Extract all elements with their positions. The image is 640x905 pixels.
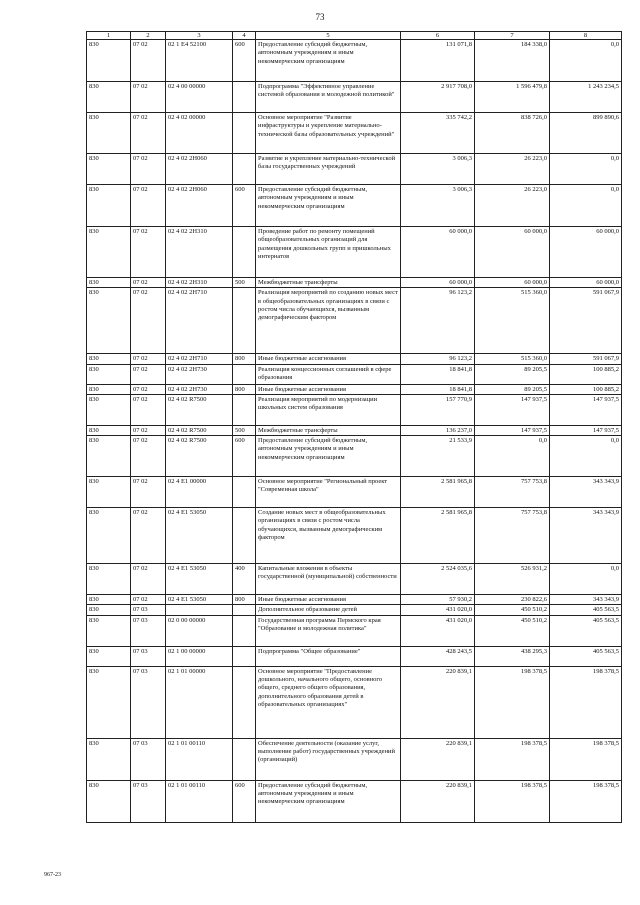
cell-amount-year-2: 26 223,0 <box>475 185 550 227</box>
cell-amount-year-1: 60 000,0 <box>401 227 475 278</box>
cell-expense-type-code: 500 <box>233 278 256 288</box>
table-row <box>87 384 622 394</box>
cell-chapter-code: 830 <box>87 605 131 615</box>
cell-chapter-code: 830 <box>87 615 131 646</box>
cell-amount-year-3: 100 885,2 <box>550 384 622 394</box>
cell-amount-year-2: 515 360,0 <box>475 354 550 364</box>
cell-target-article-code <box>166 605 233 615</box>
cell-expense-type-code <box>233 738 256 780</box>
cell-description: Создание новых мест в общеобразовательных организациях в связи с ростом числа обучающихся, вызванным демографическим фактором <box>256 508 401 564</box>
cell-expense-type-code: 500 <box>233 425 256 435</box>
table-row <box>87 425 622 435</box>
cell-chapter-code: 830 <box>87 384 131 394</box>
cell-amount-year-1: 220 839,1 <box>401 738 475 780</box>
cell-section-code: 07 02 <box>131 185 166 227</box>
cell-expense-type-code <box>233 666 256 738</box>
cell-expense-type-code: 600 <box>233 40 256 82</box>
column-header-1: 1 <box>87 32 131 40</box>
cell-chapter-code: 830 <box>87 425 131 435</box>
cell-amount-year-1: 3 006,3 <box>401 185 475 227</box>
cell-amount-year-2: 60 000,0 <box>475 227 550 278</box>
cell-section-code: 07 02 <box>131 384 166 394</box>
document-code: 967-23 <box>44 872 61 878</box>
cell-section-code: 07 02 <box>131 436 166 477</box>
cell-section-code: 07 02 <box>131 508 166 564</box>
cell-description: Предоставление субсидий бюджетным, автономным учреждениям и иным некоммерческим организациям <box>256 40 401 82</box>
cell-section-code: 07 02 <box>131 278 166 288</box>
table-row <box>87 40 622 82</box>
table-row <box>87 354 622 364</box>
cell-target-article-code: 02 4 00 00000 <box>166 82 233 113</box>
cell-amount-year-2: 438 295,3 <box>475 646 550 666</box>
cell-amount-year-3: 60 000,0 <box>550 227 622 278</box>
cell-chapter-code: 830 <box>87 738 131 780</box>
cell-section-code: 07 02 <box>131 477 166 508</box>
cell-expense-type-code <box>233 605 256 615</box>
cell-amount-year-2: 60 000,0 <box>475 278 550 288</box>
cell-description: Иные бюджетные ассигнования <box>256 384 401 394</box>
cell-amount-year-2: 757 753,8 <box>475 477 550 508</box>
cell-amount-year-2: 198 378,5 <box>475 666 550 738</box>
cell-amount-year-1: 2 581 965,8 <box>401 508 475 564</box>
cell-target-article-code: 02 4 E1 53050 <box>166 595 233 605</box>
table-row <box>87 780 622 822</box>
cell-expense-type-code <box>233 364 256 384</box>
cell-target-article-code: 02 4 02 2Н310 <box>166 278 233 288</box>
cell-expense-type-code: 600 <box>233 436 256 477</box>
cell-target-article-code: 02 4 02 R7500 <box>166 425 233 435</box>
cell-amount-year-3: 60 000,0 <box>550 278 622 288</box>
cell-expense-type-code <box>233 646 256 666</box>
cell-amount-year-2: 838 726,0 <box>475 113 550 154</box>
cell-amount-year-2: 515 360,0 <box>475 288 550 354</box>
cell-amount-year-2: 526 931,2 <box>475 564 550 595</box>
cell-target-article-code: 02 0 00 00000 <box>166 615 233 646</box>
cell-amount-year-1: 57 930,2 <box>401 595 475 605</box>
cell-amount-year-1: 131 071,8 <box>401 40 475 82</box>
cell-amount-year-3: 147 937,5 <box>550 394 622 425</box>
cell-target-article-code: 02 1 01 00110 <box>166 780 233 822</box>
cell-amount-year-3: 343 343,9 <box>550 477 622 508</box>
cell-target-article-code: 02 4 E1 53050 <box>166 508 233 564</box>
cell-target-article-code: 02 4 02 R7500 <box>166 394 233 425</box>
page-number: 73 <box>315 12 325 22</box>
cell-amount-year-2: 198 378,5 <box>475 780 550 822</box>
cell-amount-year-1: 2 917 708,0 <box>401 82 475 113</box>
cell-description: Реализация концессионных соглашений в сфере образования <box>256 364 401 384</box>
cell-amount-year-3: 405 563,5 <box>550 605 622 615</box>
cell-expense-type-code <box>233 615 256 646</box>
cell-amount-year-3: 0,0 <box>550 40 622 82</box>
cell-expense-type-code <box>233 508 256 564</box>
column-header-4: 4 <box>233 32 256 40</box>
column-header-5: 5 <box>256 32 401 40</box>
cell-amount-year-1: 2 581 965,8 <box>401 477 475 508</box>
cell-expense-type-code: 800 <box>233 384 256 394</box>
cell-amount-year-3: 405 563,5 <box>550 646 622 666</box>
cell-section-code: 07 02 <box>131 564 166 595</box>
cell-amount-year-3: 591 067,9 <box>550 354 622 364</box>
cell-chapter-code: 830 <box>87 227 131 278</box>
cell-description: Межбюджетные трансферты <box>256 425 401 435</box>
table-row <box>87 154 622 185</box>
cell-amount-year-1: 18 841,8 <box>401 364 475 384</box>
cell-amount-year-3: 899 890,6 <box>550 113 622 154</box>
cell-chapter-code: 830 <box>87 508 131 564</box>
cell-expense-type-code <box>233 288 256 354</box>
cell-amount-year-2: 450 510,2 <box>475 605 550 615</box>
cell-description: Подпрограмма "Эффективное управление системой образования и молодежной политикой" <box>256 82 401 113</box>
cell-target-article-code: 02 4 E1 53050 <box>166 564 233 595</box>
cell-amount-year-3: 147 937,5 <box>550 425 622 435</box>
cell-chapter-code: 830 <box>87 780 131 822</box>
cell-amount-year-2: 757 753,8 <box>475 508 550 564</box>
cell-amount-year-3: 343 343,9 <box>550 595 622 605</box>
cell-amount-year-1: 96 123,2 <box>401 288 475 354</box>
cell-description: Проведение работ по ремонту помещений общеобразовательных организаций для размещения дошкольных групп и пришкольных интернатов <box>256 227 401 278</box>
cell-chapter-code: 830 <box>87 278 131 288</box>
cell-chapter-code: 830 <box>87 436 131 477</box>
cell-amount-year-2: 89 205,5 <box>475 364 550 384</box>
cell-section-code: 07 02 <box>131 288 166 354</box>
cell-amount-year-2: 147 937,5 <box>475 394 550 425</box>
table-row <box>87 82 622 113</box>
cell-expense-type-code: 600 <box>233 185 256 227</box>
cell-amount-year-2: 1 596 479,8 <box>475 82 550 113</box>
cell-target-article-code: 02 1 01 00110 <box>166 738 233 780</box>
cell-description: Капитальные вложения в объекты государственной (муниципальной) собственности <box>256 564 401 595</box>
cell-description: Предоставление субсидий бюджетным, автономным учреждениям и иным некоммерческим организациям <box>256 436 401 477</box>
cell-amount-year-2: 26 223,0 <box>475 154 550 185</box>
cell-chapter-code: 830 <box>87 40 131 82</box>
cell-expense-type-code <box>233 82 256 113</box>
table-row <box>87 666 622 738</box>
cell-section-code: 07 03 <box>131 780 166 822</box>
cell-chapter-code: 830 <box>87 82 131 113</box>
table-row <box>87 646 622 666</box>
cell-target-article-code: 02 4 02 00000 <box>166 113 233 154</box>
cell-description: Предоставление субсидий бюджетным, автономным учреждениям и иным некоммерческим организациям <box>256 780 401 822</box>
cell-amount-year-2: 450 510,2 <box>475 615 550 646</box>
cell-amount-year-1: 157 770,9 <box>401 394 475 425</box>
cell-amount-year-3: 100 885,2 <box>550 364 622 384</box>
cell-chapter-code: 830 <box>87 364 131 384</box>
cell-section-code: 07 02 <box>131 113 166 154</box>
cell-target-article-code: 02 4 02 2Н060 <box>166 185 233 227</box>
table-row <box>87 436 622 477</box>
cell-chapter-code: 830 <box>87 394 131 425</box>
cell-amount-year-3: 198 378,5 <box>550 738 622 780</box>
cell-amount-year-1: 96 123,2 <box>401 354 475 364</box>
table-row <box>87 508 622 564</box>
cell-description: Развитие и укрепление материально-технической базы государственных учреждений <box>256 154 401 185</box>
cell-description: Иные бюджетные ассигнования <box>256 595 401 605</box>
cell-chapter-code: 830 <box>87 185 131 227</box>
cell-amount-year-2: 0,0 <box>475 436 550 477</box>
cell-amount-year-3: 198 378,5 <box>550 780 622 822</box>
cell-section-code: 07 02 <box>131 354 166 364</box>
cell-amount-year-1: 220 839,1 <box>401 666 475 738</box>
cell-amount-year-1: 18 841,8 <box>401 384 475 394</box>
cell-description: Межбюджетные трансферты <box>256 278 401 288</box>
cell-section-code: 07 02 <box>131 394 166 425</box>
cell-section-code: 07 02 <box>131 82 166 113</box>
cell-chapter-code: 830 <box>87 477 131 508</box>
cell-amount-year-1: 431 020,0 <box>401 605 475 615</box>
cell-target-article-code: 02 4 02 2Н310 <box>166 227 233 278</box>
cell-amount-year-3: 405 563,5 <box>550 615 622 646</box>
cell-chapter-code: 830 <box>87 646 131 666</box>
cell-amount-year-1: 136 237,0 <box>401 425 475 435</box>
table-body <box>87 40 622 823</box>
cell-description: Основное мероприятие "Региональный проект "Современная школа" <box>256 477 401 508</box>
cell-target-article-code: 02 1 00 00000 <box>166 646 233 666</box>
cell-amount-year-1: 2 524 035,6 <box>401 564 475 595</box>
cell-amount-year-3: 591 067,9 <box>550 288 622 354</box>
cell-section-code: 07 02 <box>131 595 166 605</box>
cell-description: Дополнительное образование детей <box>256 605 401 615</box>
cell-amount-year-1: 431 020,0 <box>401 615 475 646</box>
cell-amount-year-3: 0,0 <box>550 185 622 227</box>
cell-amount-year-2: 147 937,5 <box>475 425 550 435</box>
cell-chapter-code: 830 <box>87 154 131 185</box>
cell-description: Государственная программа Пермского края "Образование и молодежная политика" <box>256 615 401 646</box>
column-header-6: 6 <box>401 32 475 40</box>
table-row <box>87 564 622 595</box>
cell-description: Реализация мероприятий по созданию новых мест в общеобразовательных организациях в связи с ростом числа обучающихся, вызванным демографическим фактором <box>256 288 401 354</box>
cell-amount-year-1: 60 000,0 <box>401 278 475 288</box>
cell-target-article-code: 02 1 01 00000 <box>166 666 233 738</box>
cell-section-code: 07 03 <box>131 605 166 615</box>
cell-amount-year-3: 1 243 234,5 <box>550 82 622 113</box>
table-row <box>87 605 622 615</box>
cell-amount-year-1: 428 243,5 <box>401 646 475 666</box>
table-row <box>87 364 622 384</box>
cell-expense-type-code <box>233 154 256 185</box>
cell-section-code: 07 02 <box>131 40 166 82</box>
cell-section-code: 07 03 <box>131 666 166 738</box>
column-header-7: 7 <box>475 32 550 40</box>
cell-chapter-code: 830 <box>87 595 131 605</box>
cell-description: Основное мероприятие "Развитие инфраструктуры и укрепление материально-технической базы образовательных учреждений" <box>256 113 401 154</box>
table-row <box>87 477 622 508</box>
cell-expense-type-code <box>233 477 256 508</box>
cell-amount-year-3: 0,0 <box>550 154 622 185</box>
cell-target-article-code: 02 4 E1 00000 <box>166 477 233 508</box>
cell-description: Реализация мероприятий по модернизации школьных систем образования <box>256 394 401 425</box>
cell-section-code: 07 02 <box>131 154 166 185</box>
cell-amount-year-2: 89 205,5 <box>475 384 550 394</box>
cell-chapter-code: 830 <box>87 113 131 154</box>
cell-chapter-code: 830 <box>87 666 131 738</box>
cell-expense-type-code <box>233 227 256 278</box>
cell-chapter-code: 830 <box>87 354 131 364</box>
cell-description: Обеспечение деятельности (оказание услуг, выполнение работ) государственных учреждений (организаций) <box>256 738 401 780</box>
cell-section-code: 07 03 <box>131 615 166 646</box>
table-row <box>87 595 622 605</box>
cell-target-article-code: 02 4 02 2Н710 <box>166 354 233 364</box>
cell-amount-year-3: 0,0 <box>550 564 622 595</box>
cell-description: Основное мероприятие "Предоставление дошкольного, начального общего, основного общего, среднего общего образования, дополнительного образования детей в образовательных организациях" <box>256 666 401 738</box>
cell-expense-type-code: 600 <box>233 780 256 822</box>
cell-amount-year-2: 230 822,6 <box>475 595 550 605</box>
cell-target-article-code: 02 4 02 2Н730 <box>166 364 233 384</box>
table-row <box>87 288 622 354</box>
column-header-8: 8 <box>550 32 622 40</box>
cell-target-article-code: 02 4 02 2Н710 <box>166 288 233 354</box>
cell-section-code: 07 02 <box>131 364 166 384</box>
cell-target-article-code: 02 4 02 2Н060 <box>166 154 233 185</box>
cell-amount-year-3: 198 378,5 <box>550 666 622 738</box>
cell-target-article-code: 02 4 02 2Н730 <box>166 384 233 394</box>
cell-amount-year-2: 198 378,5 <box>475 738 550 780</box>
cell-section-code: 07 03 <box>131 646 166 666</box>
cell-section-code: 07 02 <box>131 425 166 435</box>
table-row <box>87 113 622 154</box>
cell-amount-year-1: 21 533,9 <box>401 436 475 477</box>
column-header-2: 2 <box>131 32 166 40</box>
cell-expense-type-code: 800 <box>233 354 256 364</box>
cell-target-article-code: 02 4 02 R7500 <box>166 436 233 477</box>
budget-table <box>86 31 622 823</box>
table-row <box>87 615 622 646</box>
cell-description: Подпрограмма "Общее образование" <box>256 646 401 666</box>
header-row <box>87 32 622 40</box>
table-row <box>87 738 622 780</box>
cell-amount-year-3: 343 343,9 <box>550 508 622 564</box>
table-row <box>87 278 622 288</box>
cell-expense-type-code <box>233 113 256 154</box>
cell-description: Предоставление субсидий бюджетным, автономным учреждениям и иным некоммерческим организациям <box>256 185 401 227</box>
cell-chapter-code: 830 <box>87 288 131 354</box>
table-row <box>87 227 622 278</box>
cell-amount-year-1: 220 839,1 <box>401 780 475 822</box>
cell-amount-year-2: 184 338,0 <box>475 40 550 82</box>
column-header-3: 3 <box>166 32 233 40</box>
cell-section-code: 07 02 <box>131 227 166 278</box>
cell-chapter-code: 830 <box>87 564 131 595</box>
table-row <box>87 394 622 425</box>
cell-section-code: 07 03 <box>131 738 166 780</box>
cell-expense-type-code: 400 <box>233 564 256 595</box>
cell-amount-year-1: 3 006,3 <box>401 154 475 185</box>
cell-amount-year-3: 0,0 <box>550 436 622 477</box>
cell-expense-type-code: 800 <box>233 595 256 605</box>
cell-amount-year-1: 335 742,2 <box>401 113 475 154</box>
table-row <box>87 185 622 227</box>
cell-description: Иные бюджетные ассигнования <box>256 354 401 364</box>
cell-expense-type-code <box>233 394 256 425</box>
cell-target-article-code: 02 1 E4 52100 <box>166 40 233 82</box>
